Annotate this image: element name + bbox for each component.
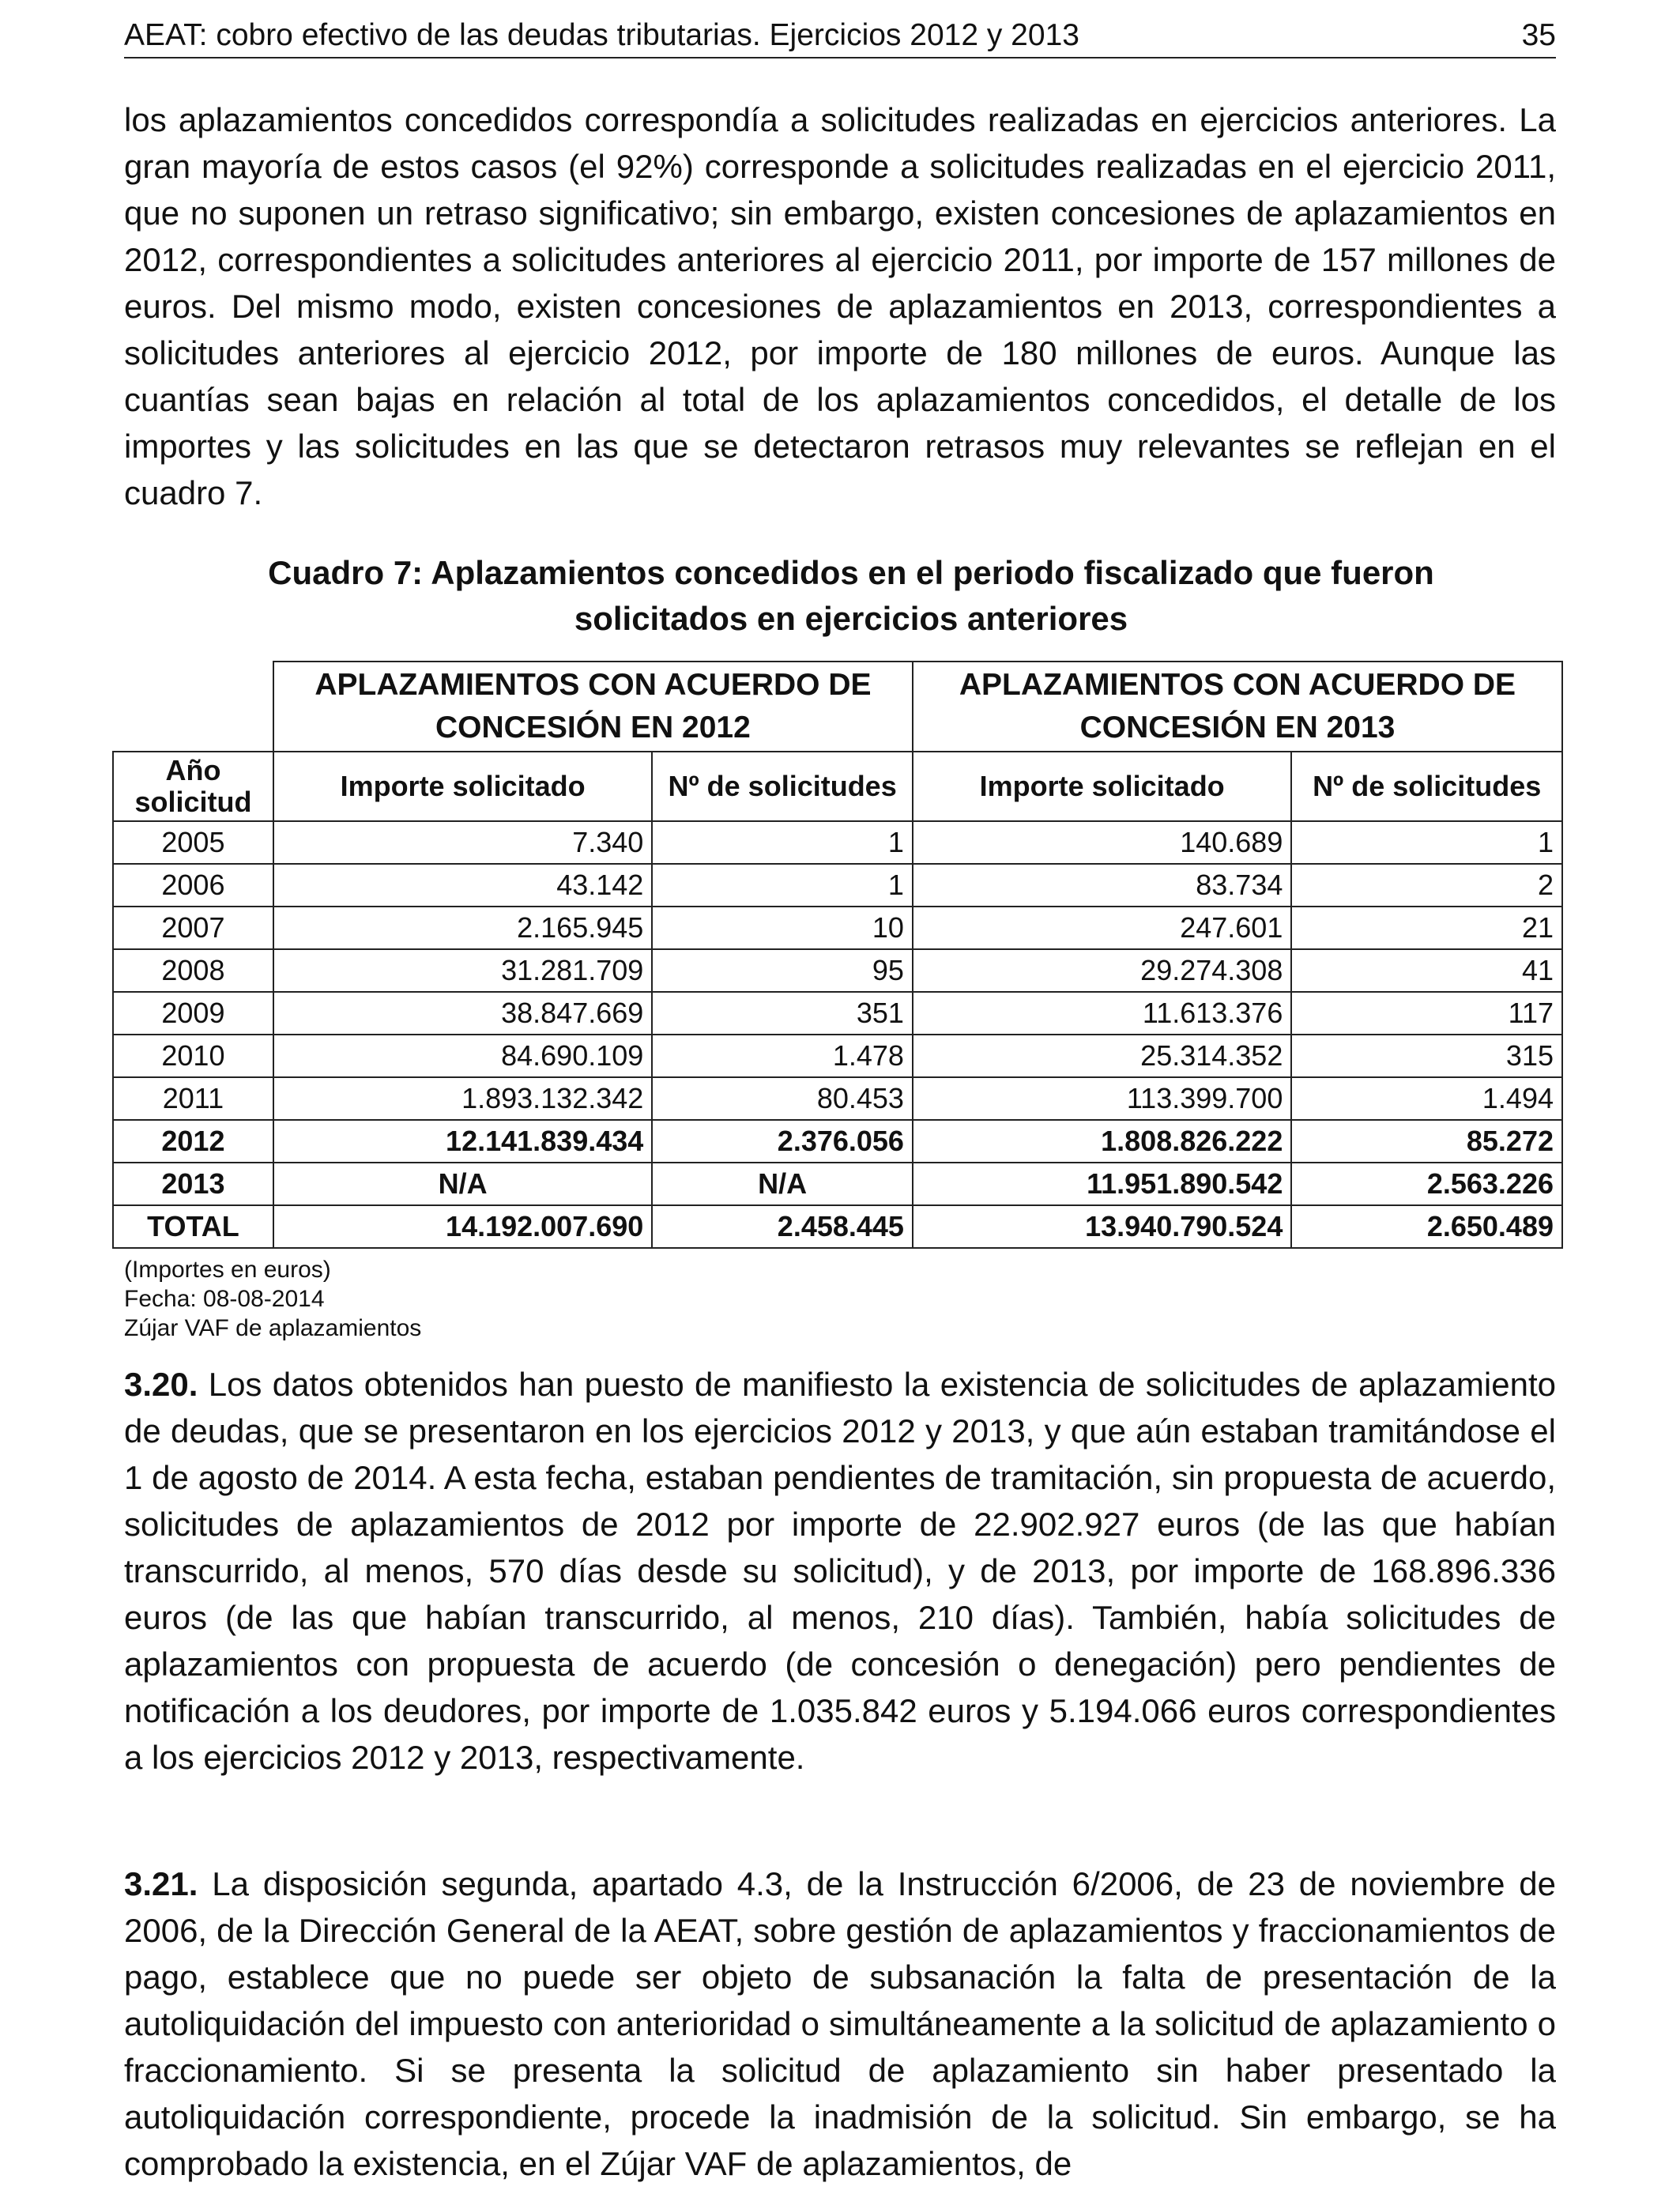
cell-num-2013: 1.494 [1291, 1077, 1562, 1120]
cell-importe-2012: N/A [273, 1163, 652, 1205]
cell-num-2012: N/A [652, 1163, 913, 1205]
cell-year: 2008 [113, 949, 273, 992]
table-corner-blank [113, 662, 273, 752]
group-header-2013: APLAZAMIENTOS CON ACUERDO DE CONCESIÓN EN 2013 [913, 662, 1562, 752]
cell-year: TOTAL [113, 1205, 273, 1248]
table-row [113, 992, 1562, 1035]
cell-year: 2012 [113, 1120, 273, 1163]
cell-num-2012: 1 [652, 821, 913, 864]
cell-num-2012: 2.376.056 [652, 1120, 913, 1163]
note-source: Zújar VAF de aplazamientos [124, 1315, 422, 1341]
cell-year: 2013 [113, 1163, 273, 1205]
col-header-importe-2012: Importe solicitado [273, 752, 652, 821]
cell-importe-2013: 11.951.890.542 [913, 1163, 1291, 1205]
page-number: 35 [1521, 18, 1556, 52]
cell-importe-2012: 14.192.007.690 [273, 1205, 652, 1248]
cell-num-2012: 1.478 [652, 1035, 913, 1077]
cell-num-2013: 41 [1291, 949, 1562, 992]
cell-num-2013: 1 [1291, 821, 1562, 864]
cell-num-2012: 80.453 [652, 1077, 913, 1120]
cell-importe-2013: 1.808.826.222 [913, 1120, 1291, 1163]
cell-num-2012: 1 [652, 864, 913, 907]
paragraph-3-20 [124, 1361, 1556, 1781]
paragraph-intro: los aplazamientos concedidos correspondía a solicitudes realizadas en ejercicios anteriores. La gran mayoría de estos casos (el 92%) corresponde a solicitudes realizadas en el ejercicio 2011, que no suponen un retraso significativo; sin embargo, existen concesiones de aplazamientos en 2012, correspondientes a solicitudes anteriores al ejercicio 2011, por importe de 157 millones de euros. Del mismo modo, existen concesiones de aplazamientos en 2013, correspondientes a solicitudes anteriores al ejercicio 2012, por importe de 180 millones de euros. Aunque las cuantías sean bajas en relación al total de los aplazamientos concedidos, el detalle de los importes y las solicitudes en las que se detectaron retrasos muy relevantes se reflejan en el cuadro 7. [124, 101, 1556, 511]
cell-importe-2013: 11.613.376 [913, 992, 1291, 1035]
cell-num-2012: 351 [652, 992, 913, 1035]
cell-num-2012: 2.458.445 [652, 1205, 913, 1248]
section-text-3-21: La disposición segunda, apartado 4.3, de la Instrucción 6/2006, de 23 de noviembre de 2006, de la Dirección General de la AEAT, sobre gestión de aplazamientos y fraccionamientos de pago, establece que no puede ser objeto de subsanación la falta de presentación de la autoliquidación del impuesto con anterioridad o simultáneamente a la solicitud de aplazamiento o fraccionamiento. Si se presenta la solicitud de aplazamiento sin haber presentado la autoliquidación correspondiente, procede la inadmisión de la solicitud. Sin embargo, se ha comprobado la existencia, en el Zújar VAF de aplazamientos, de [124, 1865, 1556, 2182]
cell-importe-2013: 140.689 [913, 821, 1291, 864]
table-caption [266, 550, 1436, 642]
page-header [124, 14, 1556, 58]
cell-num-2013: 117 [1291, 992, 1562, 1035]
cell-num-2013: 315 [1291, 1035, 1562, 1077]
table-total-row [113, 1205, 1562, 1248]
table-row [113, 1035, 1562, 1077]
cell-importe-2012: 2.165.945 [273, 907, 652, 949]
note-date: Fecha: 08-08-2014 [124, 1286, 325, 1312]
table-row [113, 907, 1562, 949]
table-row [113, 821, 1562, 864]
paragraph-3-21 [124, 1860, 1556, 2187]
table-column-header-row [113, 752, 1562, 821]
table-row [113, 864, 1562, 907]
section-number-3-21: 3.21. [124, 1865, 198, 1902]
cell-importe-2013: 25.314.352 [913, 1035, 1291, 1077]
cell-year: 2011 [113, 1077, 273, 1120]
cell-year: 2006 [113, 864, 273, 907]
group-header-2012: APLAZAMIENTOS CON ACUERDO DE CONCESIÓN EN 2012 [273, 662, 913, 752]
table-row-bold [113, 1163, 1562, 1205]
cell-importe-2012: 1.893.132.342 [273, 1077, 652, 1120]
cell-num-2012: 95 [652, 949, 913, 992]
cell-year: 2009 [113, 992, 273, 1035]
caption-line-1: Cuadro 7: Aplazamientos concedidos en el periodo fiscalizado que fueron [268, 554, 1434, 591]
table-row [113, 1077, 1562, 1120]
cell-importe-2013: 83.734 [913, 864, 1291, 907]
col-header-importe-2013: Importe solicitado [913, 752, 1291, 821]
cell-importe-2012: 84.690.109 [273, 1035, 652, 1077]
cell-num-2012: 10 [652, 907, 913, 949]
cell-num-2013: 2.650.489 [1291, 1205, 1562, 1248]
cell-num-2013: 2 [1291, 864, 1562, 907]
table-group-header-row [113, 662, 1562, 752]
year-column-header: Año solicitud [113, 752, 273, 821]
cuadro-7-table [112, 661, 1563, 1249]
cell-importe-2012: 12.141.839.434 [273, 1120, 652, 1163]
cell-importe-2013: 247.601 [913, 907, 1291, 949]
header-title: AEAT: cobro efectivo de las deudas tributarias. Ejercicios 2012 y 2013 [124, 18, 1079, 52]
section-number-3-20: 3.20. [124, 1366, 198, 1403]
cell-year: 2007 [113, 907, 273, 949]
cell-importe-2012: 43.142 [273, 864, 652, 907]
note-units: (Importes en euros) [124, 1257, 331, 1283]
cell-year: 2005 [113, 821, 273, 864]
cell-importe-2012: 31.281.709 [273, 949, 652, 992]
cell-num-2013: 85.272 [1291, 1120, 1562, 1163]
caption-line-2: solicitados en ejercicios anteriores [574, 600, 1128, 637]
cell-num-2013: 21 [1291, 907, 1562, 949]
cell-importe-2013: 13.940.790.524 [913, 1205, 1291, 1248]
table-notes [124, 1255, 421, 1343]
cell-importe-2012: 7.340 [273, 821, 652, 864]
cell-importe-2013: 113.399.700 [913, 1077, 1291, 1120]
table-row [113, 949, 1562, 992]
cell-importe-2013: 29.274.308 [913, 949, 1291, 992]
cell-num-2013: 2.563.226 [1291, 1163, 1562, 1205]
cell-importe-2012: 38.847.669 [273, 992, 652, 1035]
cell-year: 2010 [113, 1035, 273, 1077]
table-row-bold [113, 1120, 1562, 1163]
section-text-3-20: Los datos obtenidos han puesto de manifiesto la existencia de solicitudes de aplazamiento de deudas, que se presentaron en los ejercicios 2012 y 2013, y que aún estaban tramitándose el 1 de agosto de 2014. A esta fecha, estaban pendientes de tramitación, sin propuesta de acuerdo, solicitudes de aplazamientos de 2012 por importe de 22.902.927 euros (de las que habían transcurrido, al menos, 570 días desde su solicitud), y de 2013, por importe de 168.896.336 euros (de las que habían transcurrido, al menos, 210 días). También, había solicitudes de aplazamientos con propuesta de acuerdo (de concesión o denegación) pero pendientes de notificación a los deudores, por importe de 1.035.842 euros y 5.194.066 euros correspondientes a los ejercicios 2012 y 2013, respectivamente. [124, 1366, 1556, 1776]
col-header-num-2013: Nº de solicitudes [1291, 752, 1562, 821]
col-header-num-2012: Nº de solicitudes [652, 752, 913, 821]
